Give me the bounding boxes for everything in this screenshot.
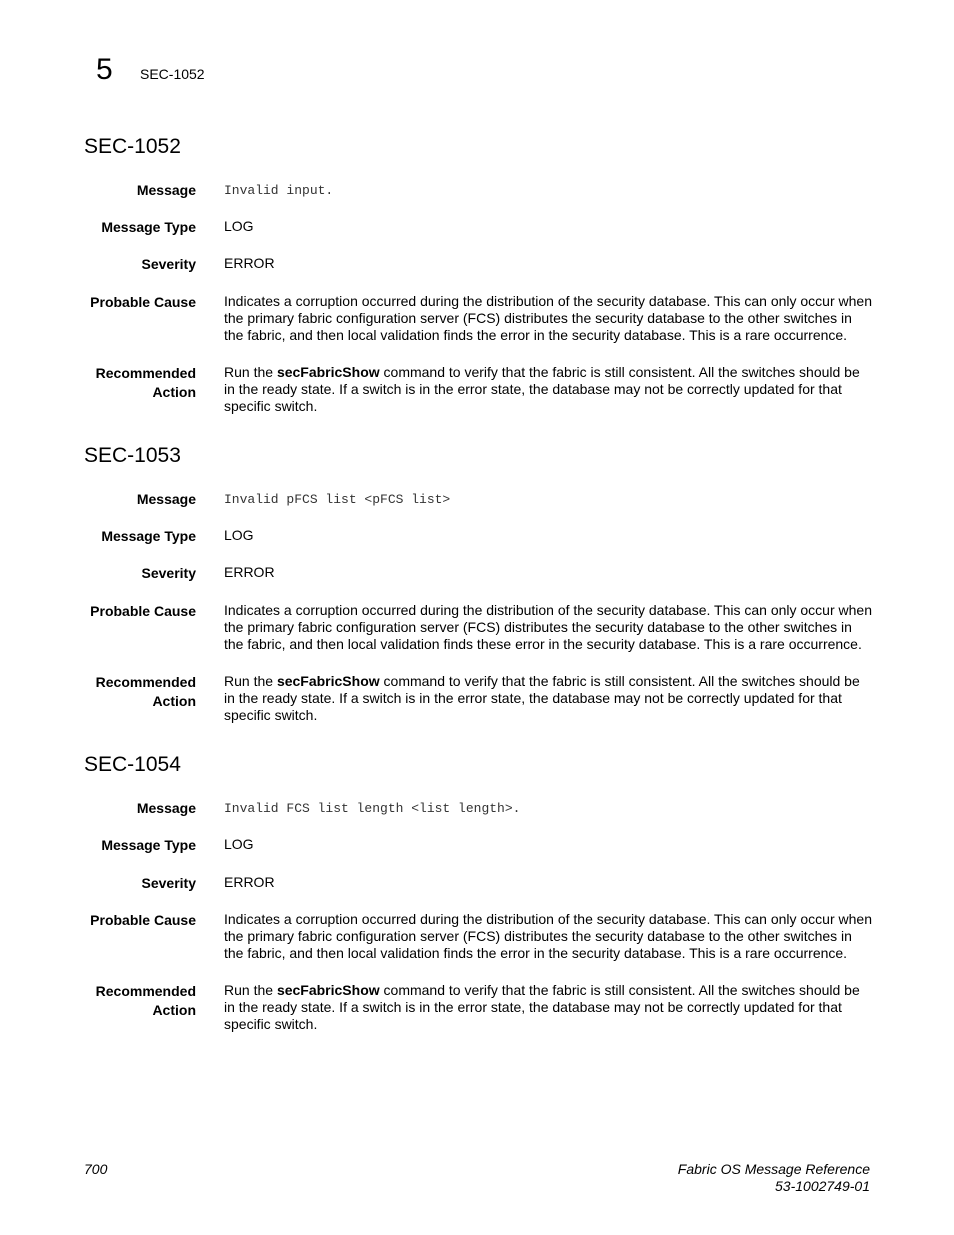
command-name: secFabricShow bbox=[276, 364, 380, 380]
recommended-action-label bbox=[40, 673, 196, 711]
message-label: Message bbox=[136, 491, 196, 507]
section-title: SEC-1053 bbox=[84, 444, 181, 467]
recommended-label-line2: Action bbox=[152, 384, 196, 400]
message-text: Invalid FCS list length <list length>. bbox=[224, 801, 521, 816]
message-label: Message bbox=[136, 182, 196, 198]
action-text-post: command to verify that the fabric is still consistent. All the switches should be in the ready state. If a switch is in the error state, the database may not be correctly updated for that specific switch. bbox=[224, 673, 860, 723]
recommended-label-line2: Action bbox=[152, 693, 196, 709]
recommended-action-text bbox=[224, 673, 874, 724]
message-label: Message bbox=[136, 800, 196, 816]
recommended-action-text bbox=[224, 364, 874, 415]
message-type-value: LOG bbox=[224, 836, 254, 852]
action-text-pre: Run the bbox=[224, 364, 277, 380]
message-type-label: Message Type bbox=[101, 528, 196, 544]
severity-label: Severity bbox=[141, 256, 196, 272]
severity-label: Severity bbox=[141, 565, 196, 581]
message-type-value: LOG bbox=[224, 527, 254, 543]
running-header-title: SEC-1052 bbox=[140, 66, 205, 82]
message-text: Invalid input. bbox=[224, 183, 334, 198]
message-text: Invalid pFCS list <pFCS list> bbox=[224, 492, 451, 507]
probable-cause-label: Probable Cause bbox=[90, 294, 196, 310]
probable-cause-text: Indicates a corruption occurred during the distribution of the security database. This can only occur when the primary fabric configuration server (FCS) distributes the security database to the other switches in the fabric, and then local validation finds the error in the security database. This is a rare occurrence. bbox=[224, 293, 872, 343]
probable-cause-text: Indicates a corruption occurred during the distribution of the security database. This can only occur when the primary fabric configuration server (FCS) distributes the security database to the other switches in the fabric, and then local validation finds the error in the security database. This is a rare occurrence. bbox=[224, 911, 872, 961]
command-name: secFabricShow bbox=[276, 673, 380, 689]
recommended-label-line1: Recommended bbox=[95, 983, 196, 999]
message-type-label: Message Type bbox=[101, 837, 196, 853]
action-text-post: command to verify that the fabric is still consistent. All the switches should be in the ready state. If a switch is in the error state, the database may not be correctly updated for that specific switch. bbox=[224, 364, 860, 414]
recommended-label-line1: Recommended bbox=[95, 674, 196, 690]
severity-value: ERROR bbox=[224, 564, 275, 580]
section-title: SEC-1054 bbox=[84, 753, 181, 776]
recommended-label-line1: Recommended bbox=[95, 365, 196, 381]
page-number: 700 bbox=[84, 1161, 108, 1177]
probable-cause-label: Probable Cause bbox=[90, 912, 196, 928]
severity-value: ERROR bbox=[224, 255, 275, 271]
action-text-pre: Run the bbox=[224, 673, 277, 689]
action-text-pre: Run the bbox=[224, 982, 277, 998]
chapter-number: 5 bbox=[96, 53, 113, 86]
message-type-value: LOG bbox=[224, 218, 254, 234]
probable-cause-label: Probable Cause bbox=[90, 603, 196, 619]
section-title: SEC-1052 bbox=[84, 135, 181, 158]
recommended-action-text bbox=[224, 982, 874, 1033]
document-title: Fabric OS Message Reference bbox=[677, 1161, 870, 1177]
severity-value: ERROR bbox=[224, 874, 275, 890]
recommended-label-line2: Action bbox=[152, 1002, 196, 1018]
message-type-label: Message Type bbox=[101, 219, 196, 235]
action-text-post: command to verify that the fabric is still consistent. All the switches should be in the ready state. If a switch is in the error state, the database may not be correctly updated for that specific switch. bbox=[224, 982, 860, 1032]
severity-label: Severity bbox=[141, 875, 196, 891]
recommended-action-label bbox=[40, 364, 196, 402]
document-number: 53-1002749-01 bbox=[775, 1178, 870, 1194]
probable-cause-text: Indicates a corruption occurred during the distribution of the security database. This can only occur when the primary fabric configuration server (FCS) distributes the security database to the other switches in the fabric, and then local validation finds these error in the security database. This is a rare occurrence. bbox=[224, 602, 872, 652]
footer-document-info bbox=[678, 1161, 870, 1195]
recommended-action-label bbox=[40, 982, 196, 1020]
command-name: secFabricShow bbox=[276, 982, 380, 998]
